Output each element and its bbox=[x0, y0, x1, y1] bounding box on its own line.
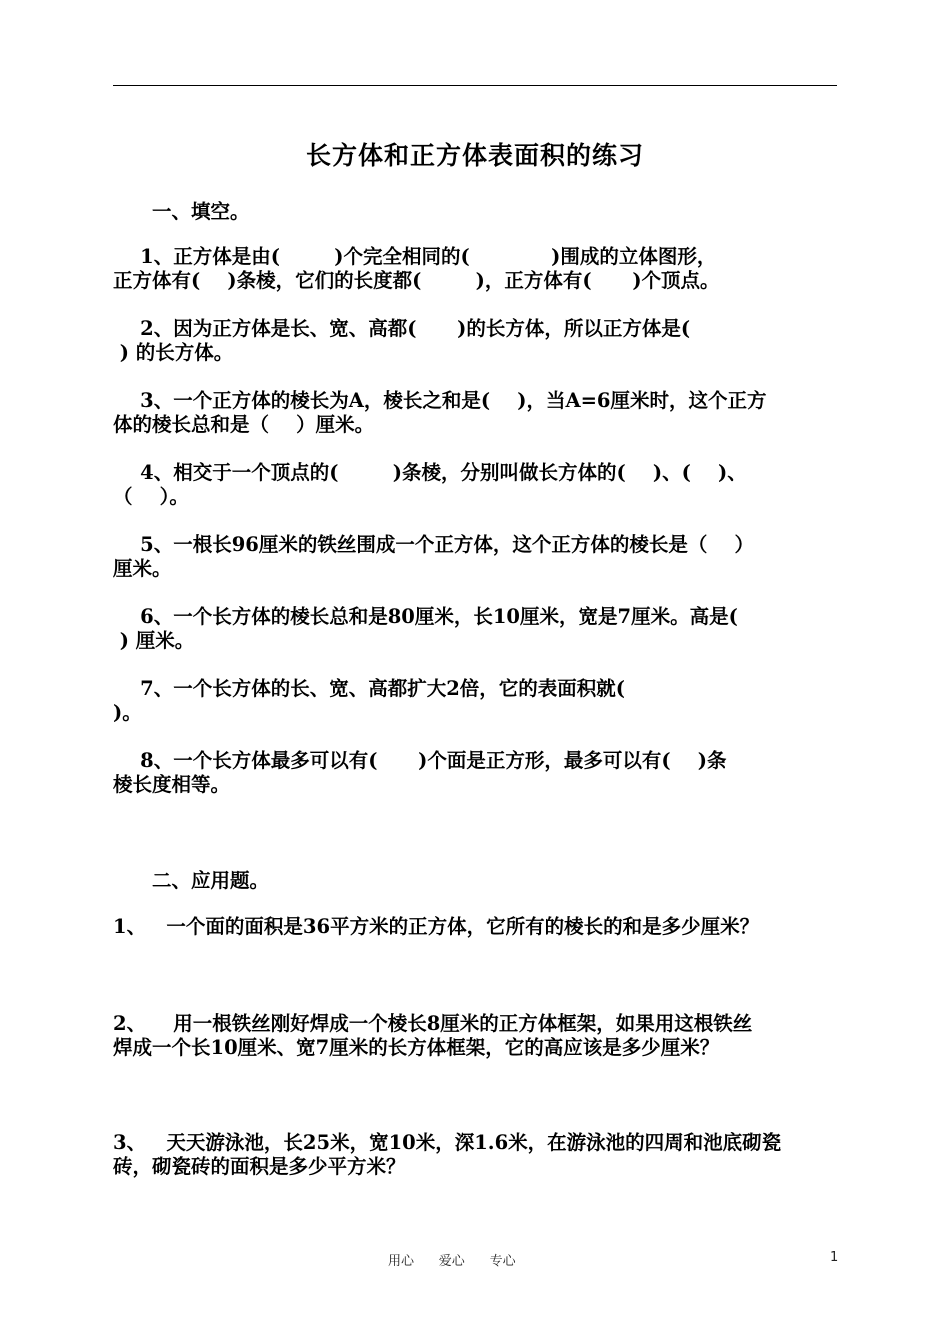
page-number: 1 bbox=[830, 1250, 839, 1265]
q1-line1: 1、正方体是由( )个完全相同的( )围成的立体图形， bbox=[113, 245, 717, 268]
app-q2-line1: 2、 用一根铁丝刚好焊成一个棱长8厘米的正方体框架，如果用这根铁丝 bbox=[113, 1012, 753, 1035]
q4-line2: （ ）。 bbox=[113, 485, 189, 508]
app-q3-line1: 3、 天天游泳池，长25米，宽10米，深1.6米，在游泳池的四周和池底砌瓷 bbox=[113, 1131, 782, 1154]
q3-line2: 体的棱长总和是（ ）厘米。 bbox=[113, 413, 375, 436]
q7-line1: 7、一个长方体的长、宽、高都扩大2倍，它的表面积就( bbox=[113, 677, 626, 700]
q8-line2: 棱长度相等。 bbox=[113, 773, 231, 796]
q5-line2: 厘米。 bbox=[113, 557, 172, 580]
section2-heading: 二、应用题。 bbox=[152, 869, 270, 892]
q1-line2: 正方体有( )条棱，它们的长度都( )，正方体有( )个顶点。 bbox=[113, 269, 720, 292]
q2-line2: ) 的长方体。 bbox=[113, 341, 234, 364]
document-title: 长方体和正方体表面积的练习 bbox=[305, 141, 644, 170]
app-q2-line2: 焊成一个长10厘米、宽7厘米的长方体框架，它的高应该是多少厘米？ bbox=[113, 1036, 720, 1059]
footer-motto: 用心 爱心 专心 bbox=[388, 1254, 516, 1269]
q6-line2: ) 厘米。 bbox=[113, 629, 195, 652]
app-q3-line2: 砖，砌瓷砖的面积是多少平方米？ bbox=[113, 1155, 406, 1178]
app-q1-line1: 1、 一个面的面积是36平方米的正方体，它所有的棱长的和是多少厘米？ bbox=[113, 915, 760, 938]
section1-heading: 一、填空。 bbox=[152, 200, 250, 223]
q2-line1: 2、因为正方体是长、宽、高都( )的长方体，所以正方体是( bbox=[113, 317, 691, 340]
q8-line1: 8、一个长方体最多可以有( )个面是正方形，最多可以有( )条 bbox=[113, 749, 727, 772]
q4-line1: 4、相交于一个顶点的( )条棱，分别叫做长方体的( )、( )、 bbox=[113, 461, 747, 484]
q5-line1: 5、一根长96厘米的铁丝围成一个正方体，这个正方体的棱长是（ ） bbox=[113, 533, 755, 556]
header-rule bbox=[113, 85, 837, 86]
q7-line2: )。 bbox=[113, 701, 142, 724]
q6-line1: 6、一个长方体的棱长总和是80厘米，长10厘米，宽是7厘米。高是( bbox=[113, 605, 738, 628]
q3-line1: 3、一个正方体的棱长为A，棱长之和是( )，当A=6厘米时，这个正方 bbox=[113, 389, 767, 412]
